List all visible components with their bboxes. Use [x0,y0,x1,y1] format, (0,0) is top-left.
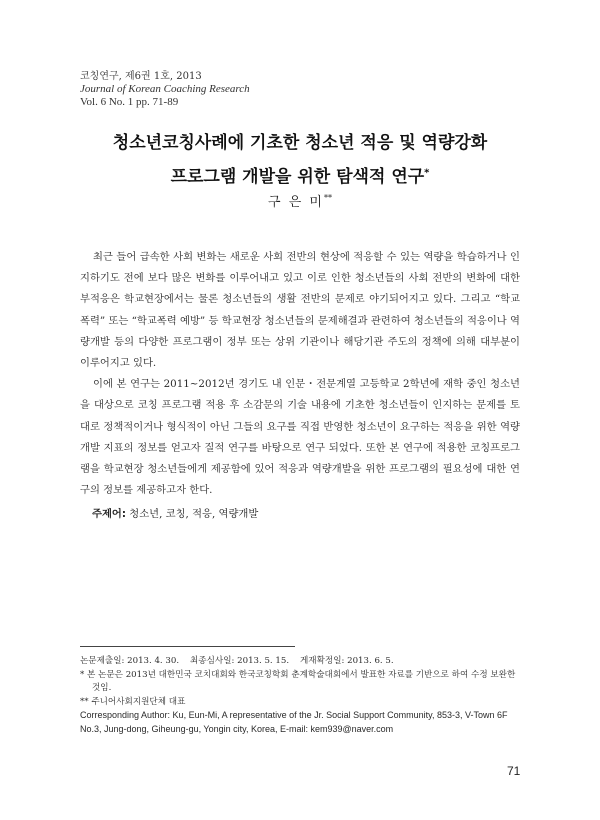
keywords-label: 주제어: [92,508,126,520]
keywords [92,505,258,520]
keywords-text: 청소년, 코칭, 적응, 역량개발 [125,508,259,520]
paper-title [60,126,540,194]
corresponding-author: Corresponding Author: Ku, Eun-Mi, A representative of the Jr. Social Support Community, 853-3, V-Town 6F No.3, Jung-dong, Giheung-gu, Yongin city, Korea, E-mail: kem939@naver.com [80,710,508,734]
journal-issue-korean: 코칭연구, 제6권 1호, 2013 [80,71,202,82]
title-line-2-text: 프로그램 개발을 위한 탐색적 연구 [170,167,425,187]
author-name: 구 은 미 [268,195,324,210]
title-line-2 [60,160,540,194]
journal-header [80,70,250,109]
author-line [0,191,600,210]
footnote-title: * 본 논문은 2013년 대한민국 코치대회와 한국코칭학회 춘계학술대회에서 발표한 자료를 기반으로 하여 수정 보완한 것임. [80,669,516,693]
abstract-paragraph-2: 이에 본 연구는 2011~2012년 경기도 내 인문・전문계열 고등학교 2학년에 재학 중인 청소년을 대상으로 코칭 프로그램 적용 후 소감문의 기술 내용에 기초한 청소년들이 인지하는 문제를 토대로 정책적이거나 형식적이 아닌 그들의 요구를 직접 반영한 청소년이 요구하는 적응을 위한 역량 개발 지표의 정보를 얻고자 질적 연구를 바탕으로 연구 되었다. 또한 본 연구에 적용한 코칭프로그램을 학교현장 청소년들에게 제공함에 있어 적응과 역량개발을 위한 프로그램의 필요성에 대한 연구의 정보를 제공하고자 한다. [80,378,520,497]
footnote-divider [80,646,295,647]
footnotes [80,655,520,736]
author-footnote-mark: ** [323,193,332,203]
submission-dates: 논문제출일: 2013. 4. 30. 최종심사일: 2013. 5. 15. 게재확정일: 2013. 6. 5. [80,656,394,666]
title-line-1: 청소년코칭사례에 기초한 청소년 적응 및 역량강화 [112,133,488,153]
title-footnote-mark: * [424,167,430,179]
footnote-author: ** 주니어사회지원단체 대표 [80,696,186,707]
abstract-paragraph-1: 최근 들어 급속한 사회 변화는 새로운 사회 전반의 현상에 적응할 수 있는 역량을 학습하거나 인지하기도 전에 보다 많은 변화를 이루어내고 있고 이로 인한 청소년들의 사회 전반의 변화에 대한 부적응은 학교현장에서는 물론 청소년들의 생활 전반의 문제로 야기되어지고 있다. 그리고 “학교 폭력” 또는 “학교폭력 예방” 등 학교현장 청소년들의 문제해결과 관련하여 청소년들의 적응이나 역량개발 등의 다양한 프로그램이 정부 또는 상위 기관이나 해당기관 주도의 정책에 의해 대부분이 이루어지고 있다. [80,251,520,370]
journal-volume-pages: Vol. 6 No. 1 pp. 71-89 [80,96,179,108]
page-number: 71 [507,764,521,778]
abstract [80,247,520,501]
journal-name: Journal of Korean Coaching Research [80,83,250,95]
